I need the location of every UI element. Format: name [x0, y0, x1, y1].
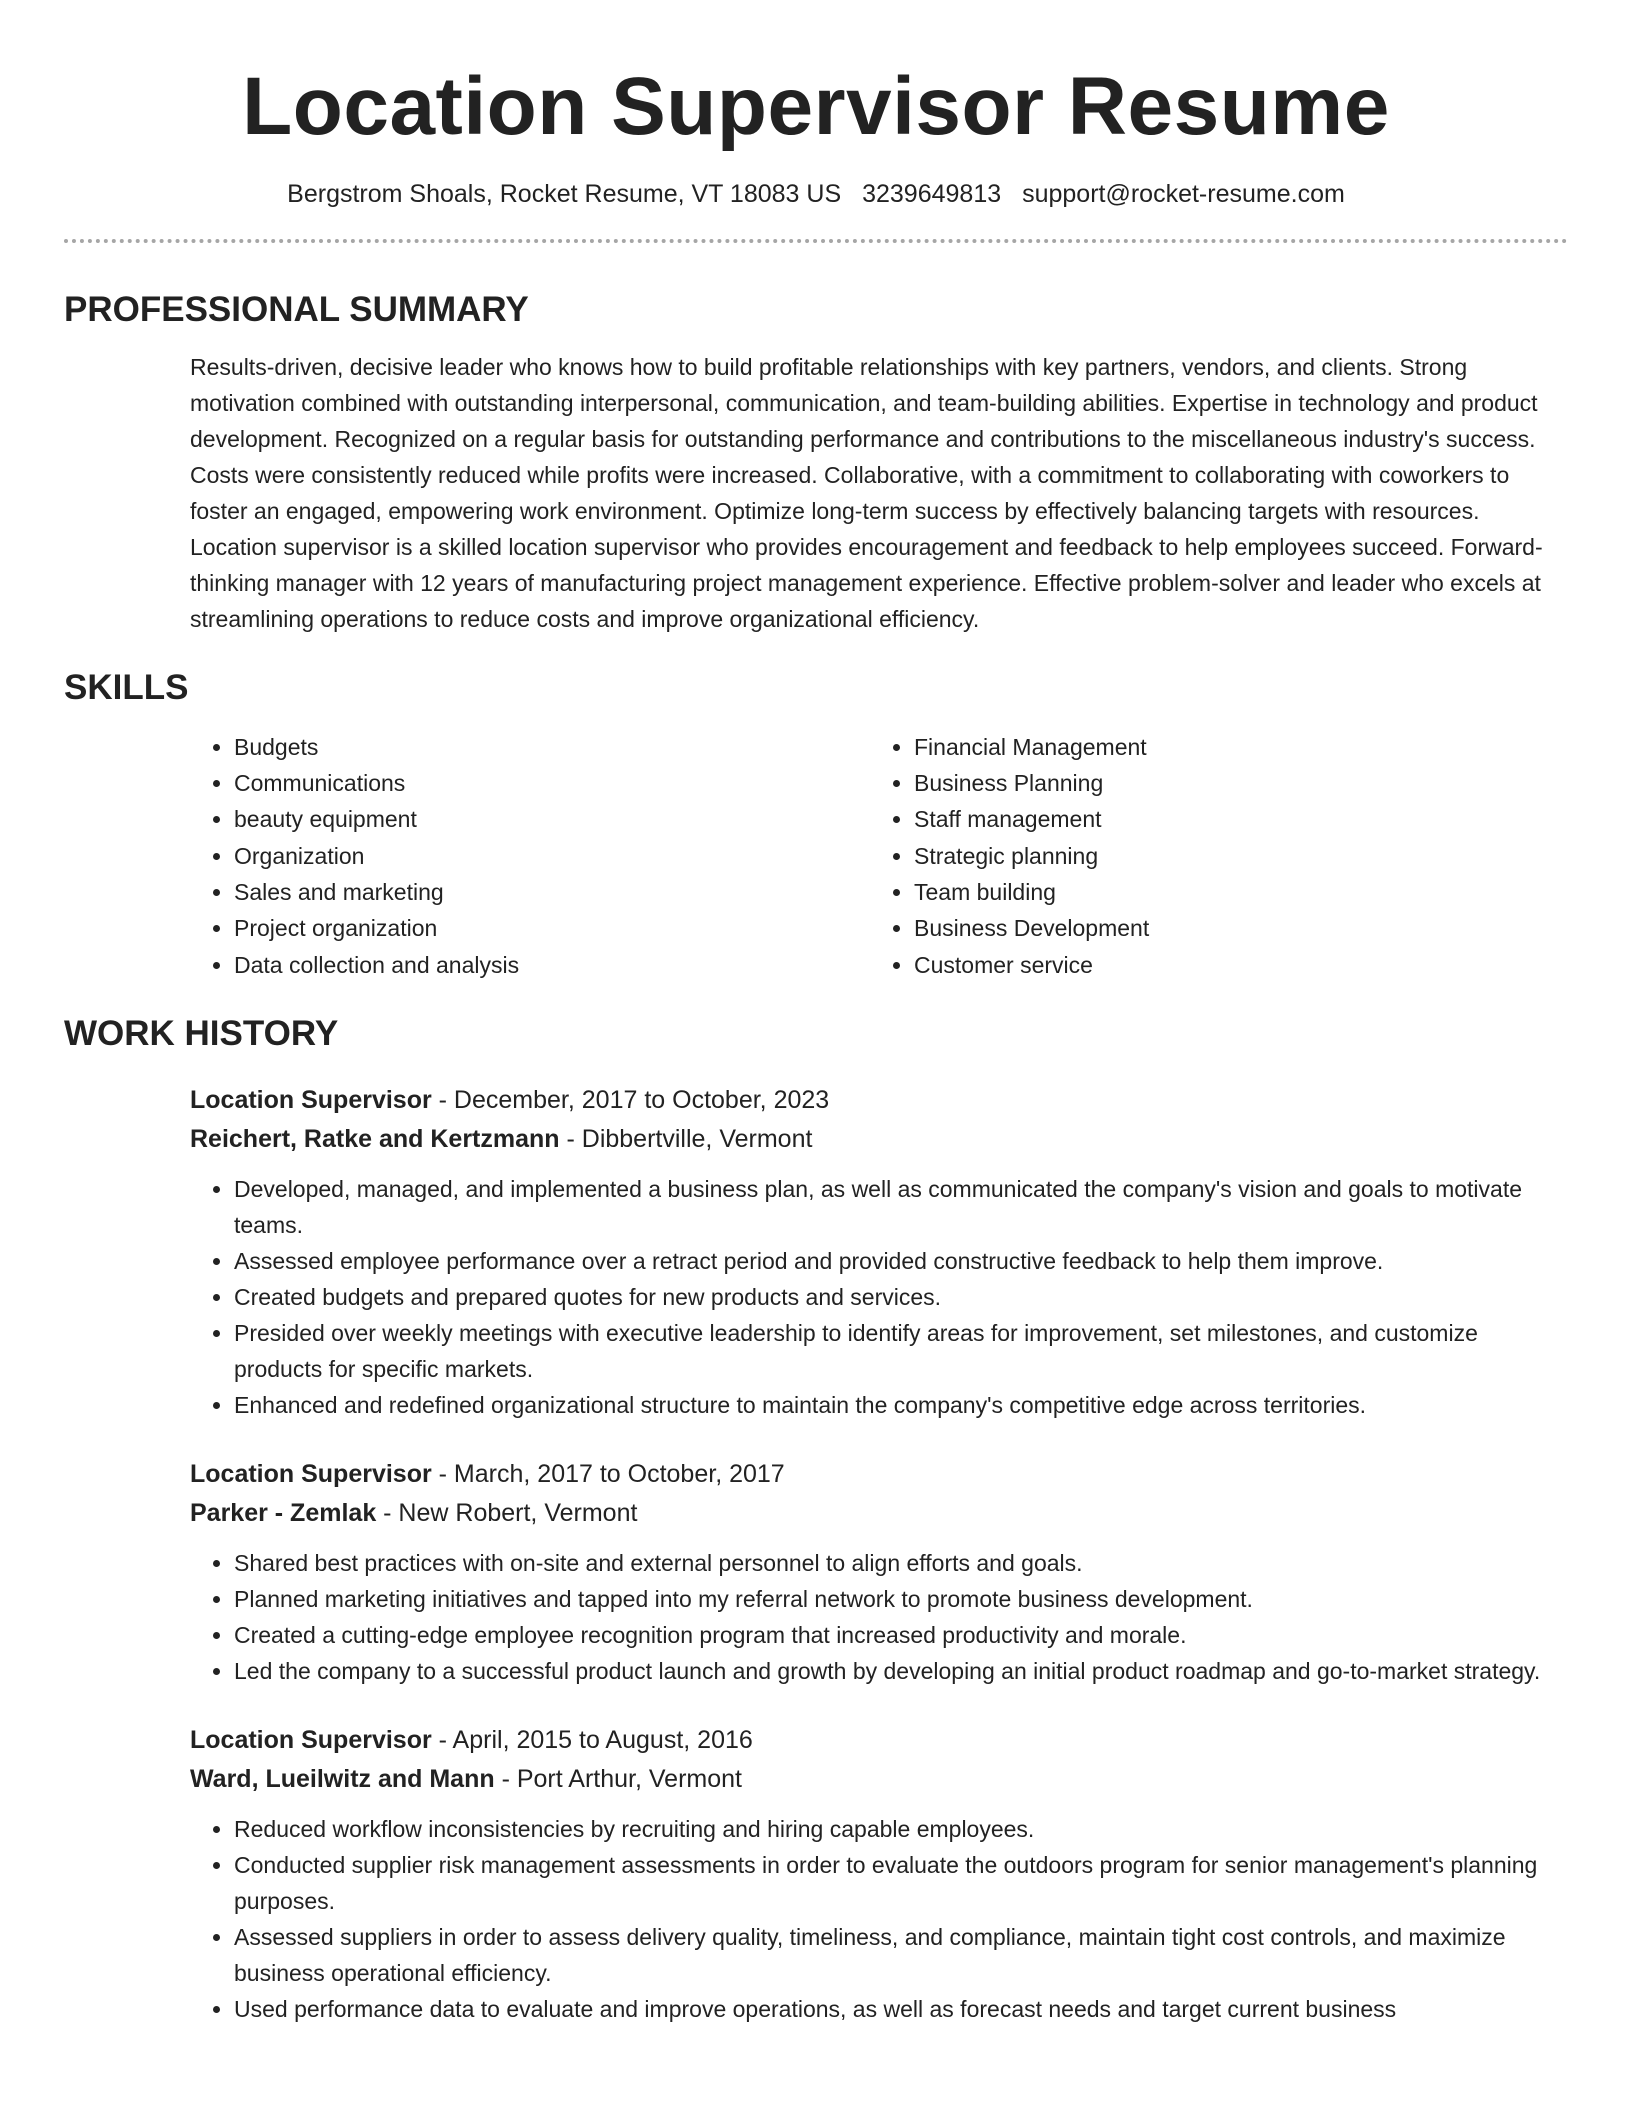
skills-list-left [190, 729, 870, 983]
contact-address: Bergstrom Shoals, Rocket Resume, VT 18083 US [287, 180, 842, 209]
job-company-line [190, 1760, 1568, 1799]
skills-heading: SKILLS [64, 667, 189, 707]
contact-email: support@rocket-resume.com [1022, 180, 1345, 209]
resume-page [64, 0, 1568, 2027]
job-bullet: • Enhanced and redefined organizational structure to maintain the company's competitive edge across territories. [234, 1387, 1568, 1423]
job-bullet: • Reduced workflow inconsistencies by recruiting and hiring capable employees. [234, 1811, 1568, 1847]
job-bullets [190, 1545, 1568, 1689]
job-entry [190, 1721, 1568, 2027]
summary-text: Results-driven, decisive leader who knows how to build profitable relationships with key partners, vendors, and clients. Strong motivation combined with outstanding interpersonal, communication, and team-building abilities. Expertise in technology and product development. Recognized on a regular basis for outstanding performance and contributions to the miscellaneous industry's success. Costs were consistently reduced while profits were increased. Collaborative, with a commitment to collaborating with coworkers to foster an engaged, empowering work environment. Optimize long-term success by effectively balancing targets with resources. Location supervisor is a skilled location supervisor who provides encouragement and feedback to help employees succeed. Forward-thinking manager with 12 years of manufacturing project management experience. Effective problem-solver and leader who excels at streamlining operations to reduce costs and improve organizational efficiency. [190, 353, 1543, 632]
job-title-line [190, 1721, 1568, 1760]
job-dates: - April, 2015 to August, 2016 [431, 1725, 753, 1754]
skill-item: • Project organization [234, 910, 870, 946]
work-heading: WORK HISTORY [64, 1013, 339, 1053]
job-bullets [190, 1811, 1568, 2027]
job-bullet: • Led the company to a successful product launch and growth by developing an initial product roadmap and go-to-market strategy. [234, 1653, 1568, 1689]
job-company: Ward, Lueilwitz and Mann [190, 1764, 495, 1793]
job-title: Location Supervisor [190, 1085, 432, 1114]
job-title-line [190, 1081, 1568, 1120]
job-company: Parker - Zemlak [190, 1498, 377, 1527]
skill-item: • Strategic planning [914, 838, 1550, 874]
header-divider [64, 239, 1568, 243]
skill-item: • Business Planning [914, 765, 1550, 801]
contact-phone: 3239649813 [862, 180, 1002, 209]
job-bullet: • Assessed suppliers in order to assess delivery quality, timeliness, and compliance, maintain tight cost controls, and maximize business operational efficiency. [234, 1919, 1568, 1991]
summary-heading: PROFESSIONAL SUMMARY [64, 289, 529, 329]
job-company-line [190, 1120, 1568, 1159]
skill-item: • Staff management [914, 801, 1550, 837]
summary-section [190, 349, 1568, 637]
work-section [190, 1081, 1568, 2027]
job-bullet: • Created a cutting-edge employee recognition program that increased productivity and morale. [234, 1617, 1568, 1653]
job-location: - New Robert, Vermont [376, 1498, 638, 1527]
job-title-line [190, 1455, 1568, 1494]
skill-item: • Organization [234, 838, 870, 874]
job-title: Location Supervisor [190, 1459, 432, 1488]
skill-item: • Data collection and analysis [234, 947, 870, 983]
resume-title: Location Supervisor Resume [242, 61, 1390, 152]
job-bullet: • Conducted supplier risk management assessments in order to evaluate the outdoors program for senior management's planning purposes. [234, 1847, 1568, 1919]
job-bullet: • Created budgets and prepared quotes for new products and services. [234, 1279, 1568, 1315]
job-entry [190, 1081, 1568, 1423]
skill-item: • Communications [234, 765, 870, 801]
job-dates: - March, 2017 to October, 2017 [431, 1459, 785, 1488]
job-location: - Dibbertville, Vermont [559, 1124, 813, 1153]
skill-item: • Customer service [914, 947, 1550, 983]
job-title: Location Supervisor [190, 1725, 432, 1754]
skill-item: • Business Development [914, 910, 1550, 946]
job-dates: - December, 2017 to October, 2023 [431, 1085, 830, 1114]
job-bullet: • Used performance data to evaluate and improve operations, as well as forecast needs and target current business [234, 1991, 1568, 2027]
skill-item: • Team building [914, 874, 1550, 910]
job-company-line [190, 1494, 1568, 1533]
contact-line [64, 178, 1568, 211]
job-bullet: • Developed, managed, and implemented a business plan, as well as communicated the company's vision and goals to motivate teams. [234, 1171, 1568, 1243]
job-location: - Port Arthur, Vermont [494, 1764, 742, 1793]
skill-item: • Budgets [234, 729, 870, 765]
job-company: Reichert, Ratke and Kertzmann [190, 1124, 560, 1153]
skill-item: • Financial Management [914, 729, 1550, 765]
skill-item: • beauty equipment [234, 801, 870, 837]
job-bullet: • Assessed employee performance over a retract period and provided constructive feedback to help them improve. [234, 1243, 1568, 1279]
job-entry [190, 1455, 1568, 1689]
skill-item: • Sales and marketing [234, 874, 870, 910]
job-bullet: • Planned marketing initiatives and tapped into my referral network to promote business development. [234, 1581, 1568, 1617]
job-bullets [190, 1171, 1568, 1423]
skills-list-right [870, 729, 1550, 983]
skills-section [190, 729, 1568, 983]
job-bullet: • Presided over weekly meetings with executive leadership to identify areas for improvement, set milestones, and customize products for specific markets. [234, 1315, 1568, 1387]
job-bullet: • Shared best practices with on-site and external personnel to align efforts and goals. [234, 1545, 1568, 1581]
